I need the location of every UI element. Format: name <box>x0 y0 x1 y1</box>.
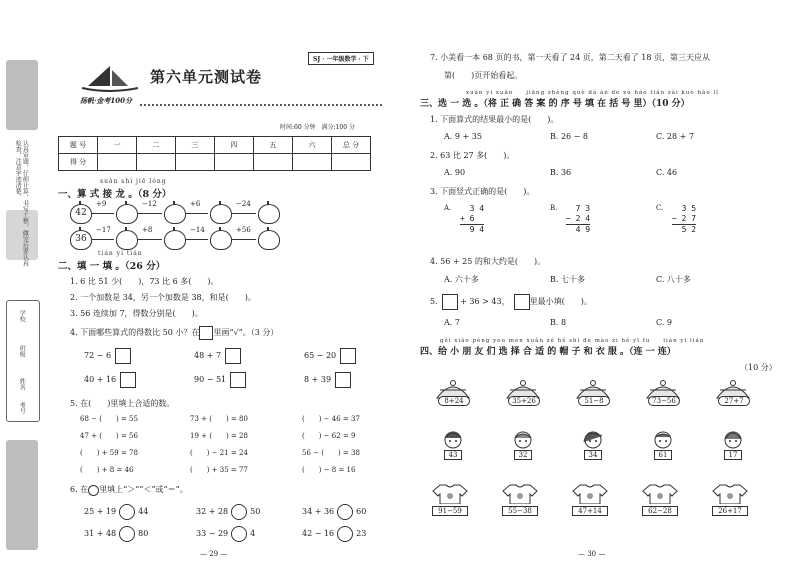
sample-circle-icon <box>88 485 99 496</box>
chain-op: +9 <box>96 200 107 208</box>
question-2-5: 5. 在( )里填上合适的数。 <box>70 399 175 408</box>
question-3-3: 3. 下面竖式正确的是( )。 <box>430 187 535 196</box>
chain-op: −24 <box>236 200 251 208</box>
option[interactable]: A. 7 <box>444 318 460 327</box>
score-cell[interactable] <box>215 154 254 171</box>
chain-arrow <box>186 239 208 240</box>
q5-item[interactable]: 73 + ( ) = 80 <box>190 415 248 423</box>
score-header: 二 <box>137 137 176 154</box>
q6-item: 32 + 28 50 <box>196 504 260 520</box>
chain-op: +6 <box>190 200 201 208</box>
chain-op: −14 <box>190 226 205 234</box>
option-label[interactable]: C. <box>656 204 664 212</box>
blank-box[interactable] <box>442 294 458 310</box>
margin-label-id: 考号 <box>18 402 26 414</box>
answer-box[interactable] <box>335 372 351 388</box>
kid-item[interactable] <box>582 428 604 464</box>
compare-circle[interactable] <box>337 504 353 520</box>
option-label[interactable]: A. <box>444 204 452 212</box>
margin-label-school: 学校 <box>18 310 26 322</box>
series-label: SJ · 一年级数学 · 下 <box>308 52 374 65</box>
binding-strip <box>0 0 44 566</box>
option[interactable]: C. 9 <box>656 318 673 327</box>
shirt-item[interactable] <box>502 484 538 514</box>
compare-circle[interactable] <box>337 526 353 542</box>
score-header: 三 <box>176 137 215 154</box>
shirt-label: 62−28 <box>642 506 678 516</box>
question-3-5: 5. + 36 > 43， 里最小填( )。 <box>430 294 592 310</box>
shirt-label: 55−38 <box>502 506 538 516</box>
time-info: 时间:60 分钟 满分:100 分 <box>280 124 355 131</box>
score-cell[interactable] <box>254 154 293 171</box>
option[interactable]: B. 26 − 8 <box>550 132 589 141</box>
score-header: 六 <box>293 137 332 154</box>
compare-circle[interactable] <box>231 504 247 520</box>
child-face-icon <box>722 428 744 450</box>
question-3-1: 1. 下面算式的结果最小的是( )。 <box>430 115 559 124</box>
apple-blank[interactable] <box>210 230 232 250</box>
page-title: 第六单元测试卷 <box>150 68 263 86</box>
chain-arrow <box>186 213 208 214</box>
apple-start: 36 <box>70 230 92 250</box>
question-2-1: 1. 6 比 51 少( )，73 比 6 多( )。 <box>70 277 219 286</box>
q5-item[interactable]: ( ) − 46 = 37 <box>302 415 360 423</box>
answer-box[interactable] <box>225 348 241 364</box>
hat-label: 8+24 <box>438 396 470 406</box>
child-face-icon <box>652 428 674 450</box>
hat-label: 51−8 <box>578 396 610 406</box>
score-cell[interactable] <box>137 154 176 171</box>
tshirt-icon <box>502 484 538 504</box>
q6-item: 42 − 16 23 <box>302 526 366 542</box>
q4-item: 90 − 51 <box>194 372 246 388</box>
sec1-pinyin: suàn shì jiē lóng <box>100 178 167 185</box>
option[interactable]: A. 90 <box>444 168 466 177</box>
question-2-2: 2. 一个加数是 34，另一个加数是 38，和是( )。 <box>70 293 256 302</box>
score-header: 题 号 <box>59 137 98 154</box>
compare-circle[interactable] <box>119 504 135 520</box>
strip-bar-bottom <box>6 440 38 550</box>
margin-label-class: 班级 <box>18 345 26 357</box>
sample-box-icon <box>199 326 213 340</box>
chain-op: −12 <box>142 200 157 208</box>
option-label[interactable]: B. <box>550 204 558 212</box>
shirt-label: 91−59 <box>432 506 468 516</box>
chain-arrow <box>138 239 162 240</box>
answer-box[interactable] <box>120 372 136 388</box>
option[interactable]: B. 8 <box>550 318 567 327</box>
question-2-7-cont: 第( )页开始看起。 <box>444 71 523 80</box>
chain-op: +8 <box>142 226 153 234</box>
hat-label: 27+7 <box>718 396 750 406</box>
hat-label: 73−56 <box>648 396 680 406</box>
answer-box[interactable] <box>340 348 356 364</box>
q5-item[interactable]: ( ) + 59 = 78 <box>80 449 138 457</box>
question-2-3: 3. 56 连续加 7，得数分别是( )。 <box>70 309 203 318</box>
sec2-pinyin: tián yi tián <box>98 250 143 257</box>
compare-circle[interactable] <box>231 526 247 542</box>
score-table <box>58 136 371 171</box>
kid-label: 32 <box>514 450 532 460</box>
q6-item: 25 + 19 44 <box>84 504 148 520</box>
score-cell[interactable] <box>332 154 371 171</box>
q4-item: 72 − 6 <box>84 348 131 364</box>
hat-item[interactable] <box>434 380 472 406</box>
shirt-item[interactable] <box>712 484 748 514</box>
vertical-calc[interactable]: 3 5 − 2 7 5 2 <box>672 204 697 234</box>
shirt-item[interactable] <box>642 484 678 514</box>
sec2-title: 二、填 一 填 。（26 分） <box>58 261 166 272</box>
kid-label: 43 <box>444 450 462 460</box>
child-face-icon <box>582 428 604 450</box>
sec3-title: 三、选 一 选 。（将 正 确 答 案 的 序 号 填 在 括 号 里）（10 分） <box>420 99 690 109</box>
answer-box[interactable] <box>230 372 246 388</box>
option[interactable]: B. 七十多 <box>550 275 585 284</box>
option[interactable]: C. 46 <box>656 168 678 177</box>
kid-label: 17 <box>724 450 742 460</box>
shirt-label: 47+14 <box>572 506 608 516</box>
child-face-icon <box>512 428 534 450</box>
apple-blank[interactable] <box>164 230 186 250</box>
score-header: 四 <box>215 137 254 154</box>
kid-item[interactable] <box>512 428 534 464</box>
sec4-title: 四、给 小 朋 友 们 选 择 合 适 的 帽 子 和 衣 服 。（连 一 连） <box>420 347 676 357</box>
kid-label: 34 <box>584 450 602 460</box>
q6-item: 34 + 36 60 <box>302 504 366 520</box>
apple-blank[interactable] <box>116 204 138 224</box>
kid-item[interactable] <box>652 428 674 464</box>
brand-name: 扬帆·金考100分 <box>80 96 133 105</box>
score-cell[interactable] <box>176 154 215 171</box>
sec4-score: （10 分） <box>740 363 777 372</box>
strip-bar-top <box>6 60 38 130</box>
score-header: 一 <box>98 137 137 154</box>
chain-arrow <box>232 213 256 214</box>
apple-start: 42 <box>70 204 92 224</box>
tshirt-icon <box>642 484 678 504</box>
shirt-item[interactable] <box>432 484 468 514</box>
question-2-7: 7. 小美看一本 68 页的书，第一天看了 24 页，第二天看了 18 页，第三天应从 <box>430 53 710 62</box>
q5-item[interactable]: 68 − ( ) = 55 <box>80 415 138 423</box>
chain-arrow <box>92 213 114 214</box>
sec3-pinyin: xuǎn yi xuǎn jiāng zhèng què dá àn de xù hào tián zài kuò hào lǐ <box>466 90 719 96</box>
q5-item[interactable]: ( ) − 8 = 16 <box>302 466 356 474</box>
q5-item[interactable]: ( ) − 21 = 24 <box>190 449 248 457</box>
question-3-4: 4. 56 + 25 的和大约是( )。 <box>430 257 546 266</box>
chain-arrow <box>138 213 162 214</box>
page-number: — 30 — <box>578 550 606 558</box>
score-header: 总 分 <box>332 137 371 154</box>
option[interactable]: C. 28 + 7 <box>656 132 694 141</box>
hat-item[interactable] <box>574 380 612 406</box>
score-header: 五 <box>254 137 293 154</box>
shirt-item[interactable] <box>572 484 608 514</box>
option[interactable]: C. 八十多 <box>656 275 691 284</box>
right-page <box>418 0 788 566</box>
option[interactable]: A. 9 + 35 <box>444 132 482 141</box>
tshirt-icon <box>432 484 468 504</box>
apple-blank[interactable] <box>258 230 280 250</box>
chain-arrow <box>92 239 114 240</box>
q5-item[interactable]: 47 + ( ) = 56 <box>80 432 138 440</box>
tshirt-icon <box>572 484 608 504</box>
vertical-calc[interactable]: 7 3 − 2 4 4 9 <box>566 204 591 234</box>
q5-item[interactable]: ( ) + 35 = 77 <box>190 466 248 474</box>
q4-item: 40 + 16 <box>84 372 136 388</box>
question-2-4: 4. 下面哪些算式的得数比 50 小？在 里画“√”。（3 分） <box>70 326 278 340</box>
apple-blank[interactable] <box>258 204 280 224</box>
margin-label-name: 姓名 <box>18 378 26 390</box>
sailboat-logo <box>80 62 140 94</box>
option[interactable]: A. 六十多 <box>444 275 479 284</box>
q4-item: 65 − 20 <box>304 348 356 364</box>
margin-note: 认真审题，仔细计算，书写工整，做完后要认真检查，注意字迹清楚。 <box>14 140 29 266</box>
q6-item: 31 + 48 80 <box>84 526 148 542</box>
q4-item: 48 + 7 <box>194 348 241 364</box>
child-face-icon <box>442 428 464 450</box>
q6-item: 33 − 29 4 <box>196 526 255 542</box>
vertical-calc[interactable]: 3 4 + 6 9 4 <box>460 204 485 234</box>
hat-item[interactable] <box>714 380 752 406</box>
q5-item[interactable]: 19 + ( ) = 28 <box>190 432 248 440</box>
hat-item[interactable] <box>644 380 682 406</box>
q5-item[interactable]: ( ) − 62 = 9 <box>302 432 356 440</box>
apple-blank[interactable] <box>116 230 138 250</box>
q5-item[interactable]: ( ) + 8 = 46 <box>80 466 134 474</box>
q5-item[interactable]: 56 − ( ) = 38 <box>302 449 360 457</box>
left-page <box>50 0 390 566</box>
score-cell[interactable] <box>98 154 137 171</box>
answer-box[interactable] <box>115 348 131 364</box>
kid-item[interactable] <box>722 428 744 464</box>
apple-blank[interactable] <box>164 204 186 224</box>
compare-circle[interactable] <box>119 526 135 542</box>
chain-op: −17 <box>96 226 111 234</box>
apple-blank[interactable] <box>210 204 232 224</box>
q4-item: 8 + 39 <box>304 372 351 388</box>
shirt-label: 26+17 <box>712 506 748 516</box>
hat-label: 35+26 <box>508 396 540 406</box>
page-number: — 29 — <box>200 550 228 558</box>
blank-box[interactable] <box>514 294 530 310</box>
sec1-title: 一、算 式 接 龙 。（8 分） <box>58 189 172 200</box>
kid-item[interactable] <box>442 428 464 464</box>
score-row-label: 得 分 <box>59 154 98 171</box>
header-divider <box>140 104 382 106</box>
tshirt-icon <box>712 484 748 504</box>
chain-arrow <box>232 239 256 240</box>
score-cell[interactable] <box>293 154 332 171</box>
option[interactable]: B. 36 <box>550 168 572 177</box>
sec4-pinyin: gěi xiǎo péng you men xuǎn zé hé shì de mào zi hé yī fu lián yi lián <box>440 338 705 344</box>
chain-op: +56 <box>236 226 251 234</box>
hat-item[interactable] <box>504 380 542 406</box>
question-2-6: 6. 在 里填上“＞”“＜”或“＝”。 <box>70 485 188 494</box>
question-3-2: 2. 63 比 27 多( )。 <box>430 151 515 160</box>
kid-label: 61 <box>654 450 672 460</box>
